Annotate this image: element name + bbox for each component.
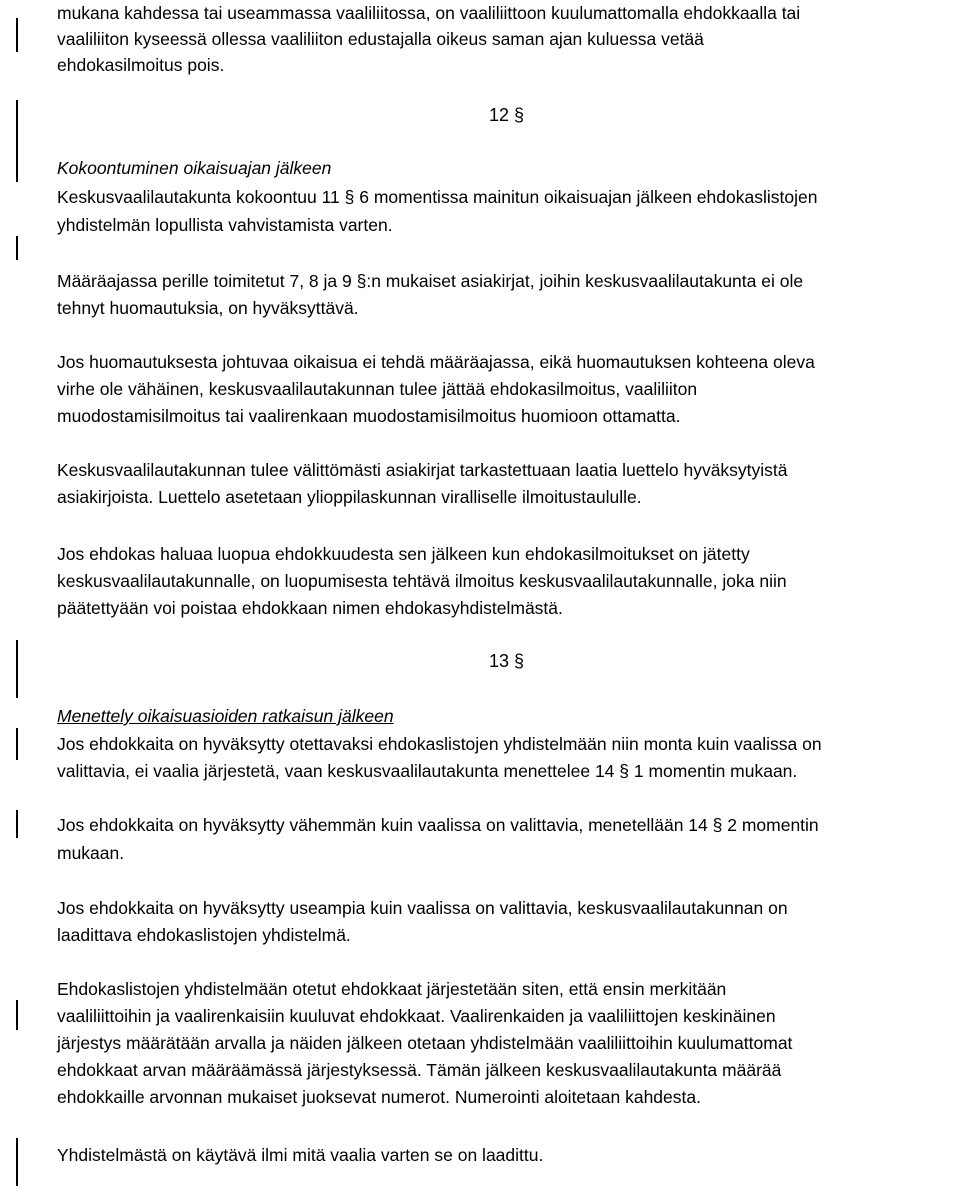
paragraph-line: Jos ehdokkaita on hyväksytty otettavaksi ehdokaslistojen yhdistelmään niin monta kuin vaalissa on [57, 734, 822, 754]
paragraph-line: Jos ehdokkaita on hyväksytty vähemmän kuin vaalissa on valittavia, menetellään 14 § 2 momentin [57, 815, 819, 835]
paragraph-line: virhe ole vähäinen, keskusvaalilautakunnan tulee jättää ehdokasilmoitus, vaaliliiton [57, 379, 698, 399]
paragraph-line: Keskusvaalilautakunnan tulee välittömästi asiakirjat tarkastettuaan laatia luettelo hyväksytyistä [57, 460, 788, 480]
paragraph-line: laadittava ehdokaslistojen yhdistelmä. [57, 925, 351, 945]
revision-bar [16, 100, 18, 182]
revision-bar [16, 640, 18, 698]
section-heading: 13 § [489, 651, 525, 671]
section-title: Kokoontuminen oikaisuajan jälkeen [57, 158, 332, 178]
paragraph-line: vaaliliittoihin ja vaalirenkaisiin kuuluvat ehdokkaat. Vaalirenkaiden ja vaaliliittojen keskinäinen [57, 1006, 776, 1026]
paragraph-line: Määräajassa perille toimitetut 7, 8 ja 9 §:n mukaiset asiakirjat, joihin keskusvaalilautakunta ei ole [57, 271, 804, 291]
revision-bar [16, 236, 18, 260]
paragraph-line: Jos ehdokas haluaa luopua ehdokkuudesta sen jälkeen kun ehdokasilmoitukset on jätetty [57, 544, 750, 564]
paragraph-line: ehdokasilmoitus pois. [57, 55, 225, 75]
paragraph-line: ehdokkaille arvonnan mukaiset juoksevat numerot. Numerointi aloitetaan kahdesta. [57, 1087, 701, 1107]
section-title: Menettely oikaisuasioiden ratkaisun jälkeen [57, 706, 394, 726]
paragraph-line: Yhdistelmästä on käytävä ilmi mitä vaalia varten se on laadittu. [57, 1145, 544, 1165]
paragraph-line: tehnyt huomautuksia, on hyväksyttävä. [57, 298, 359, 318]
paragraph-line: Ehdokaslistojen yhdistelmään otetut ehdokkaat järjestetään siten, että ensin merkitään [57, 979, 727, 999]
paragraph-line: keskusvaalilautakunnalle, on luopumisesta tehtävä ilmoitus keskusvaalilautakunnalle, joka niin [57, 571, 787, 591]
paragraph-line: Jos huomautuksesta johtuvaa oikaisua ei tehdä määräajassa, eikä huomautuksen kohteena oleva [57, 352, 815, 372]
revision-bar [16, 810, 18, 838]
revision-bar [16, 1138, 18, 1186]
paragraph-line: asiakirjoista. Luettelo asetetaan ylioppilaskunnan viralliselle ilmoitustaululle. [57, 487, 642, 507]
paragraph-line: mukana kahdessa tai useammassa vaaliliitossa, on vaaliliittoon kuulumattomalla ehdokkaalla tai [57, 3, 801, 23]
revision-bar [16, 18, 18, 52]
paragraph-line: Keskusvaalilautakunta kokoontuu 11 § 6 momentissa mainitun oikaisuajan jälkeen ehdokaslistojen [57, 187, 818, 207]
paragraph-line: valittavia, ei vaalia järjestetä, vaan keskusvaalilautakunta menettelee 14 § 1 momentin mukaan. [57, 761, 798, 781]
paragraph-line: yhdistelmän lopullista vahvistamista varten. [57, 215, 393, 235]
paragraph-line: päätettyään voi poistaa ehdokkaan nimen ehdokasyhdistelmästä. [57, 598, 563, 618]
paragraph-line: vaaliliiton kyseessä ollessa vaaliliiton edustajalla oikeus saman ajan kuluessa vetää [57, 29, 704, 49]
section-heading: 12 § [489, 105, 525, 125]
paragraph-line: järjestys määrätään arvalla ja näiden jälkeen otetaan yhdistelmään vaaliliittoihin kuulumattomat [57, 1033, 793, 1053]
revision-bar [16, 728, 18, 760]
paragraph-line: ehdokkaat arvan määräämässä järjestyksessä. Tämän jälkeen keskusvaalilautakunta määrää [57, 1060, 782, 1080]
revision-bar [16, 1000, 18, 1030]
paragraph-line: mukaan. [57, 843, 125, 863]
paragraph-line: Jos ehdokkaita on hyväksytty useampia kuin vaalissa on valittavia, keskusvaalilautakunnan on [57, 898, 788, 918]
paragraph-line: muodostamisilmoitus tai vaalirenkaan muodostamisilmoitus huomioon ottamatta. [57, 406, 681, 426]
